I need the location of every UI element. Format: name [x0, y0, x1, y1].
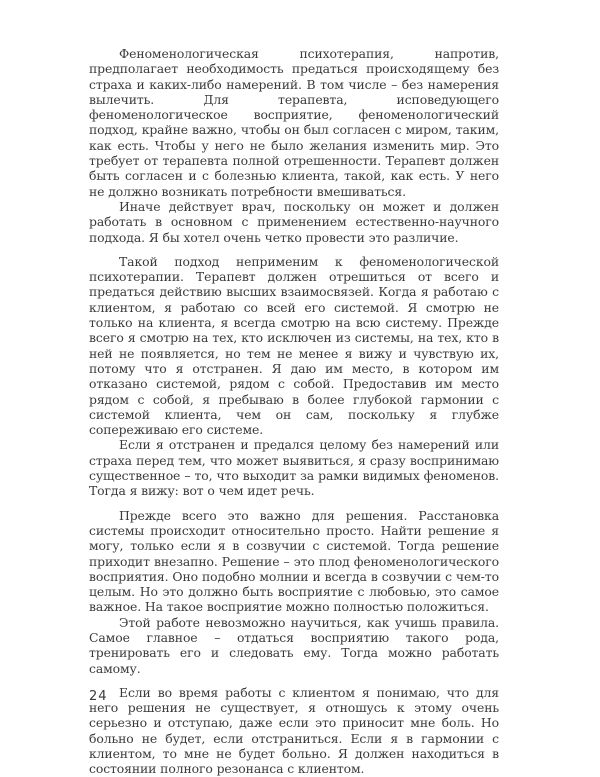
paragraph-7: Если во время работы с клиентом я понимаю, что для него решения не существует, я отношусь к этому очень серьезно и отступаю, даже если это приносит мне боль. Но больно не будет, если отстраниться. Если я в гармонии с клиентом, то мне не будет больно. Я должен находиться в состоянии полного резонанса с клиентом. [89, 684, 499, 777]
paragraph-6: Этой работе невозможно научиться, как учишь правила. Самое главное – отдаться восприятию такого рода, тренировать его и следовать ему. Тогда можно работать самому. [89, 614, 499, 676]
paragraph-1: Феноменологическая психотерапия, напротив, предполагает необходимость предаться происходящему без страха и каких-либо намерений. В том числе – без намерения вылечить. Для терапевта, исповедующего феноменологическое восприятие, феноменологический подход, крайне важно, чтобы он был согласен с миром, таким, как есть. Чтобы у него не было желания изменить мир. Это требует от терапевта полной отрешенности. Терапевт должен быть согласен и с болезнью клиента, такой, как есть. У него не должно возникать потребности вмешиваться. [89, 46, 499, 199]
page-body [89, 46, 499, 777]
paragraph-4: Если я отстранен и предался целому без намерений или страха перед тем, что может выявиться, я сразу воспринимаю существенное – то, что выходит за рамки видимых феноменов. Тогда я вижу: вот о чем идет речь. [89, 437, 499, 499]
paragraph-5: Прежде всего это важно для решения. Расстановка системы происходит относительно просто. Найти решение я могу, только если я в созвучии с системой. Тогда решение приходит внезапно. Решение – это плод феноменологического восприятия. Оно подобно молнии и всегда в созвучии с чем-то целым. Но это должно быть восприятие с любовью, это самое важное. На такое восприятие можно полностью положиться. [89, 507, 499, 615]
paragraph-3: Такой подход неприменим к феноменологической психотерапии. Терапевт должен отрешиться от всего и предаться действию высших взаимосвязей. Когда я работаю с клиентом, я работаю со всей его системой. Я смотрю не только на клиента, я всегда смотрю на всю систему. Прежде всего я смотрю на тех, кто исключен из системы, на тех, кто в ней не появляется, но тем не менее я вижу и чувствую их, потому что я отстранен. Я даю им место, в котором им отказано системой, рядом с собой. Предоставив им место рядом с собой, я пребываю в более глубокой гармонии с системой клиента, чем он сам, поскольку я глубже сопереживаю его системе. [89, 253, 499, 438]
paragraph-2: Иначе действует врач, поскольку он может и должен работать в основном с применением естественно-научного подхода. Я бы хотел очень четко провести это различие. [89, 198, 499, 245]
page-number: 24 [89, 689, 108, 704]
